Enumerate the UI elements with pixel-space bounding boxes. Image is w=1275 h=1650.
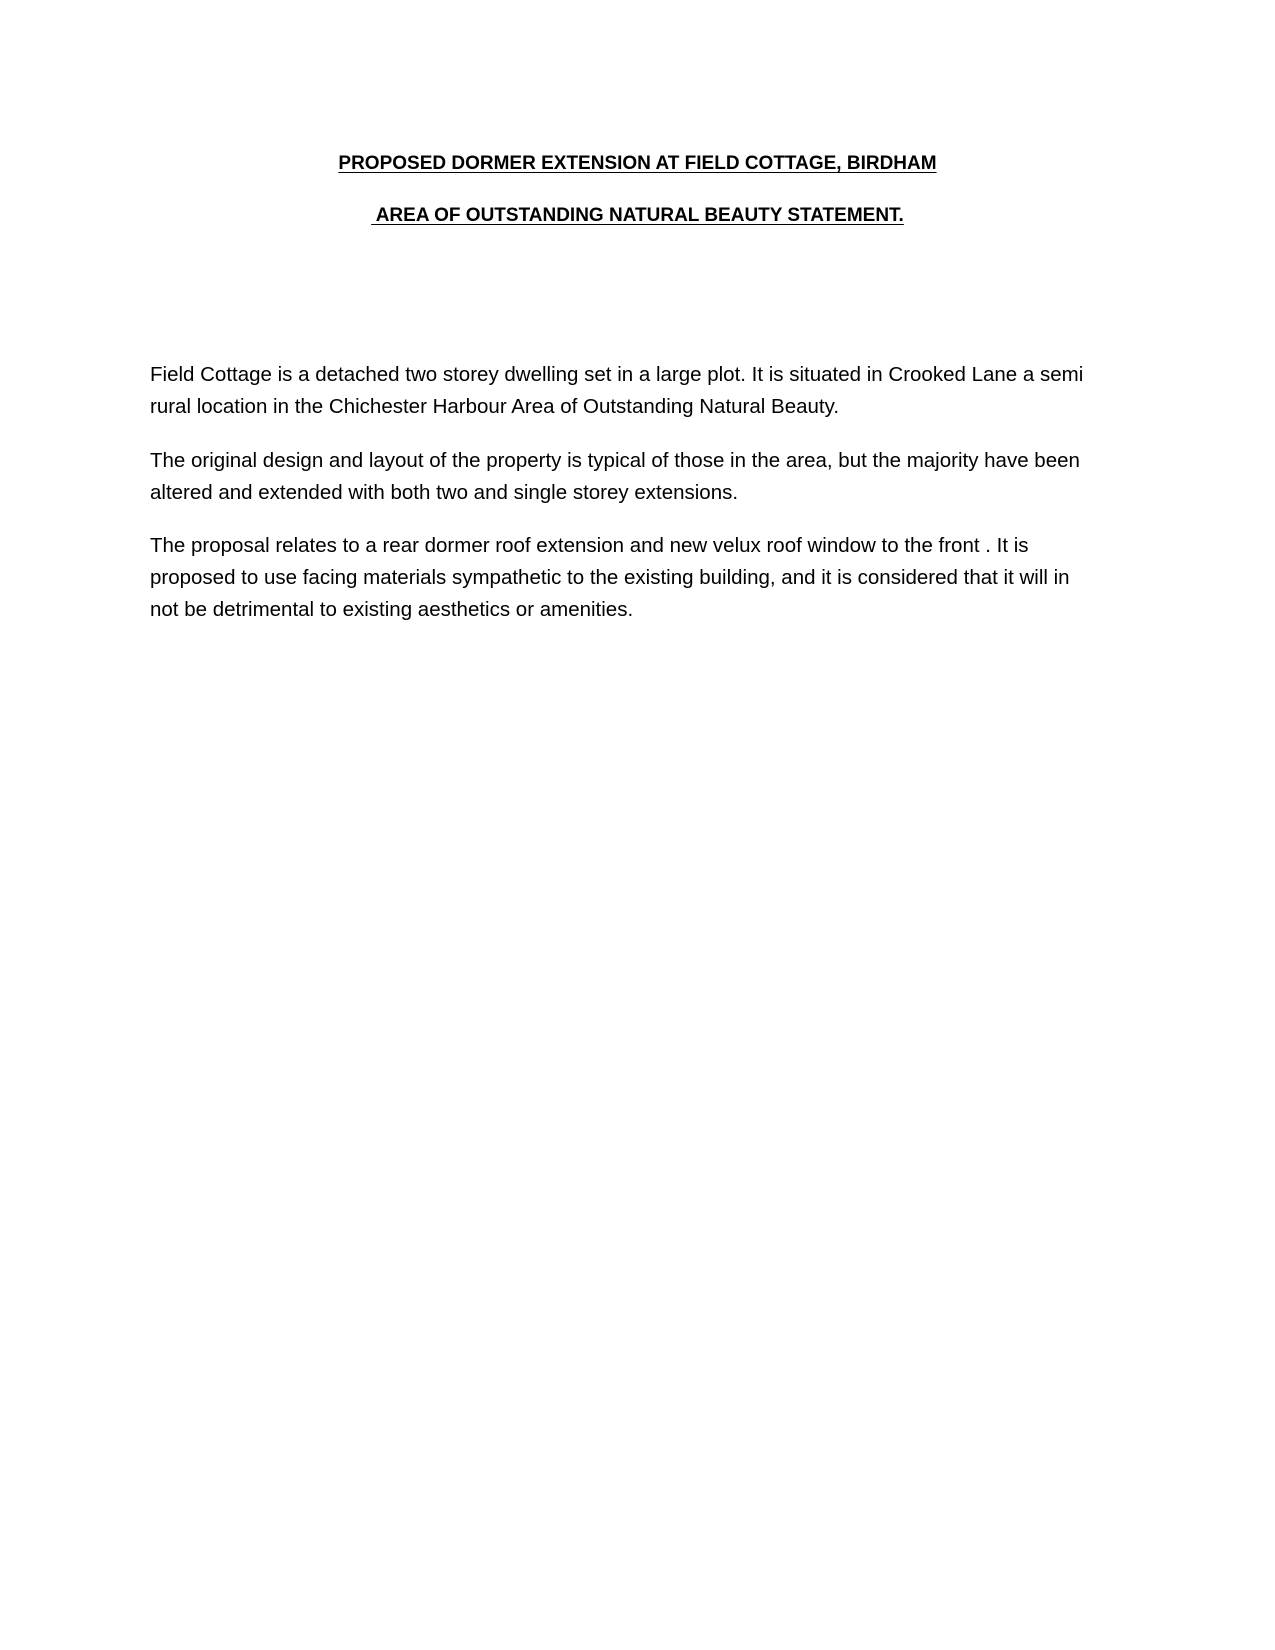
paragraph-line: Field Cottage is a detached two storey dwelling set in a large plot. It is situated in Crooked Lane a semi <box>150 363 1084 386</box>
paragraph-site-description <box>150 359 1130 423</box>
document-title: PROPOSED DORMER EXTENSION AT FIELD COTTAGE, BIRDHAM <box>338 153 937 174</box>
paragraph-line: rural location in the Chichester Harbour Area of Outstanding Natural Beauty. <box>150 395 840 418</box>
paragraph-property-design <box>150 445 1130 509</box>
paragraph-line: The proposal relates to a rear dormer roof extension and new velux roof window to the front . It is <box>150 534 1029 557</box>
paragraph-line: proposed to use facing materials sympathetic to the existing building, and it is considered that it will in <box>150 566 1070 589</box>
paragraph-line: not be detrimental to existing aesthetics or amenities. <box>150 598 634 621</box>
paragraph-line: altered and extended with both two and single storey extensions. <box>150 481 739 504</box>
document-subtitle: AREA OF OUTSTANDING NATURAL BEAUTY STATEMENT. <box>371 205 904 226</box>
paragraph-proposal <box>150 530 1130 626</box>
paragraph-line: The original design and layout of the property is typical of those in the area, but the majority have been <box>150 449 1080 472</box>
